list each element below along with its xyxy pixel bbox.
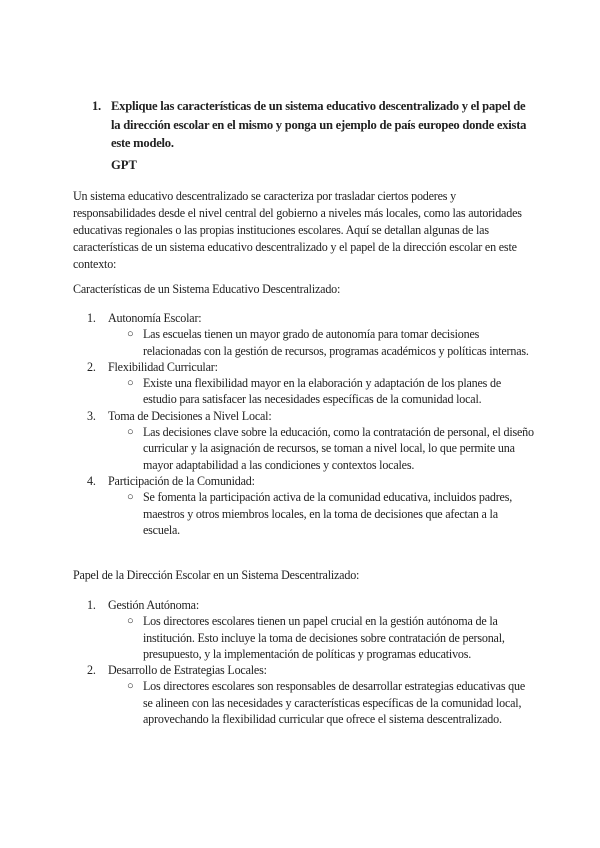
bullet-text: Las decisiones clave sobre la educación, como la contratación de personal, el diseño curricular y la asignación de recursos, se toman a nivel local, lo que permite una mayor adaptabilidad a las condiciones y contextos locales. — [143, 425, 534, 472]
list-item-number: 2. — [87, 663, 96, 678]
list-item — [73, 408, 535, 473]
list-item — [73, 359, 535, 408]
list-item-number: 1. — [87, 311, 96, 325]
bullet-text: Los directores escolares tienen un papel crucial en la gestión autónoma de la institución. Esto incluye la toma de decisiones sobre contratación de personal, presupuesto, y la implementación de políticas y programas educativos. — [143, 614, 505, 661]
list-item-number: 1. — [87, 598, 96, 612]
hollow-bullet-icon: ○ — [127, 426, 134, 439]
list-item-title: Autonomía Escolar: — [108, 311, 202, 325]
list-item-title-row — [73, 597, 535, 613]
list-item-number: 4. — [87, 473, 96, 488]
bullet-text: Se fomenta la participación activa de la comunidad educativa, incluidos padres, maestros y otros miembros locales, en la toma de decisiones que afectan a la escuela. — [143, 490, 513, 537]
list-item — [73, 597, 535, 662]
hollow-bullet-icon: ○ — [127, 615, 134, 628]
list-item-title-row — [73, 662, 535, 678]
section-heading-role: Papel de la Dirección Escolar en un Sistema Descentralizado: — [73, 568, 360, 582]
question-text: Explique las características de un sistema educativo descentralizado y el papel de la dirección escolar en el mismo y ponga un ejemplo de país europeo donde exista este modelo. — [111, 99, 527, 150]
list-item-title-row — [73, 359, 535, 375]
bullet-text: Las escuelas tienen un mayor grado de autonomía para tomar decisiones relacionadas con la gestión de recursos, programas académicos y políticas internas. — [143, 327, 529, 358]
list-item-bullet — [73, 375, 535, 408]
bullet-text: Los directores escolares son responsables de desarrollar estrategias educativas que se alineen con las necesidades y características específicas de la comunidad local, aprovechando la flexibilidad curricular que ofrece el sistema descentralizado. — [143, 679, 526, 727]
list-item-number: 3. — [87, 408, 96, 423]
bullet-text: Existe una flexibilidad mayor en la elaboración y adaptación de los planes de estudio para satisfacer las necesidades específicas de la comunidad local. — [143, 376, 502, 407]
hollow-bullet-icon: ○ — [127, 328, 134, 341]
characteristics-list — [73, 310, 535, 538]
list-item-bullet — [73, 613, 535, 662]
list-item-title-row — [73, 408, 535, 424]
list-item-title-row — [73, 473, 535, 489]
question-block — [92, 97, 532, 153]
hollow-bullet-icon: ○ — [127, 680, 134, 693]
role-list — [73, 597, 535, 727]
list-item-title: Participación de la Comunidad: — [108, 473, 255, 488]
list-item — [73, 473, 535, 538]
list-item-title: Toma de Decisiones a Nivel Local: — [108, 408, 272, 423]
list-item-bullet — [73, 489, 535, 538]
list-item-bullet — [73, 424, 535, 473]
gpt-label: GPT — [111, 158, 137, 172]
list-item-title: Gestión Autónoma: — [108, 598, 199, 612]
section-heading-characteristics: Características de un Sistema Educativo Descentralizado: — [73, 282, 341, 296]
list-item-bullet — [73, 326, 535, 359]
list-item-number: 2. — [87, 359, 96, 374]
question-number: 1. — [92, 99, 101, 113]
list-item-title-row — [73, 310, 535, 326]
list-item-title: Flexibilidad Curricular: — [108, 359, 218, 374]
list-item — [73, 662, 535, 727]
list-item-bullet — [73, 678, 535, 727]
intro-paragraph: Un sistema educativo descentralizado se caracteriza por trasladar ciertos poderes y responsabilidades desde el nivel central del gobierno a niveles más locales, como las autoridades educativas regionales o las propias instituciones escolares. Aquí se detallan algunas de las características de un sistema educativo descentralizado y el papel de la dirección escolar en este contexto: — [73, 189, 522, 271]
list-item — [73, 310, 535, 359]
hollow-bullet-icon: ○ — [127, 377, 134, 390]
list-item-title: Desarrollo de Estrategias Locales: — [108, 663, 267, 678]
hollow-bullet-icon: ○ — [127, 491, 134, 504]
